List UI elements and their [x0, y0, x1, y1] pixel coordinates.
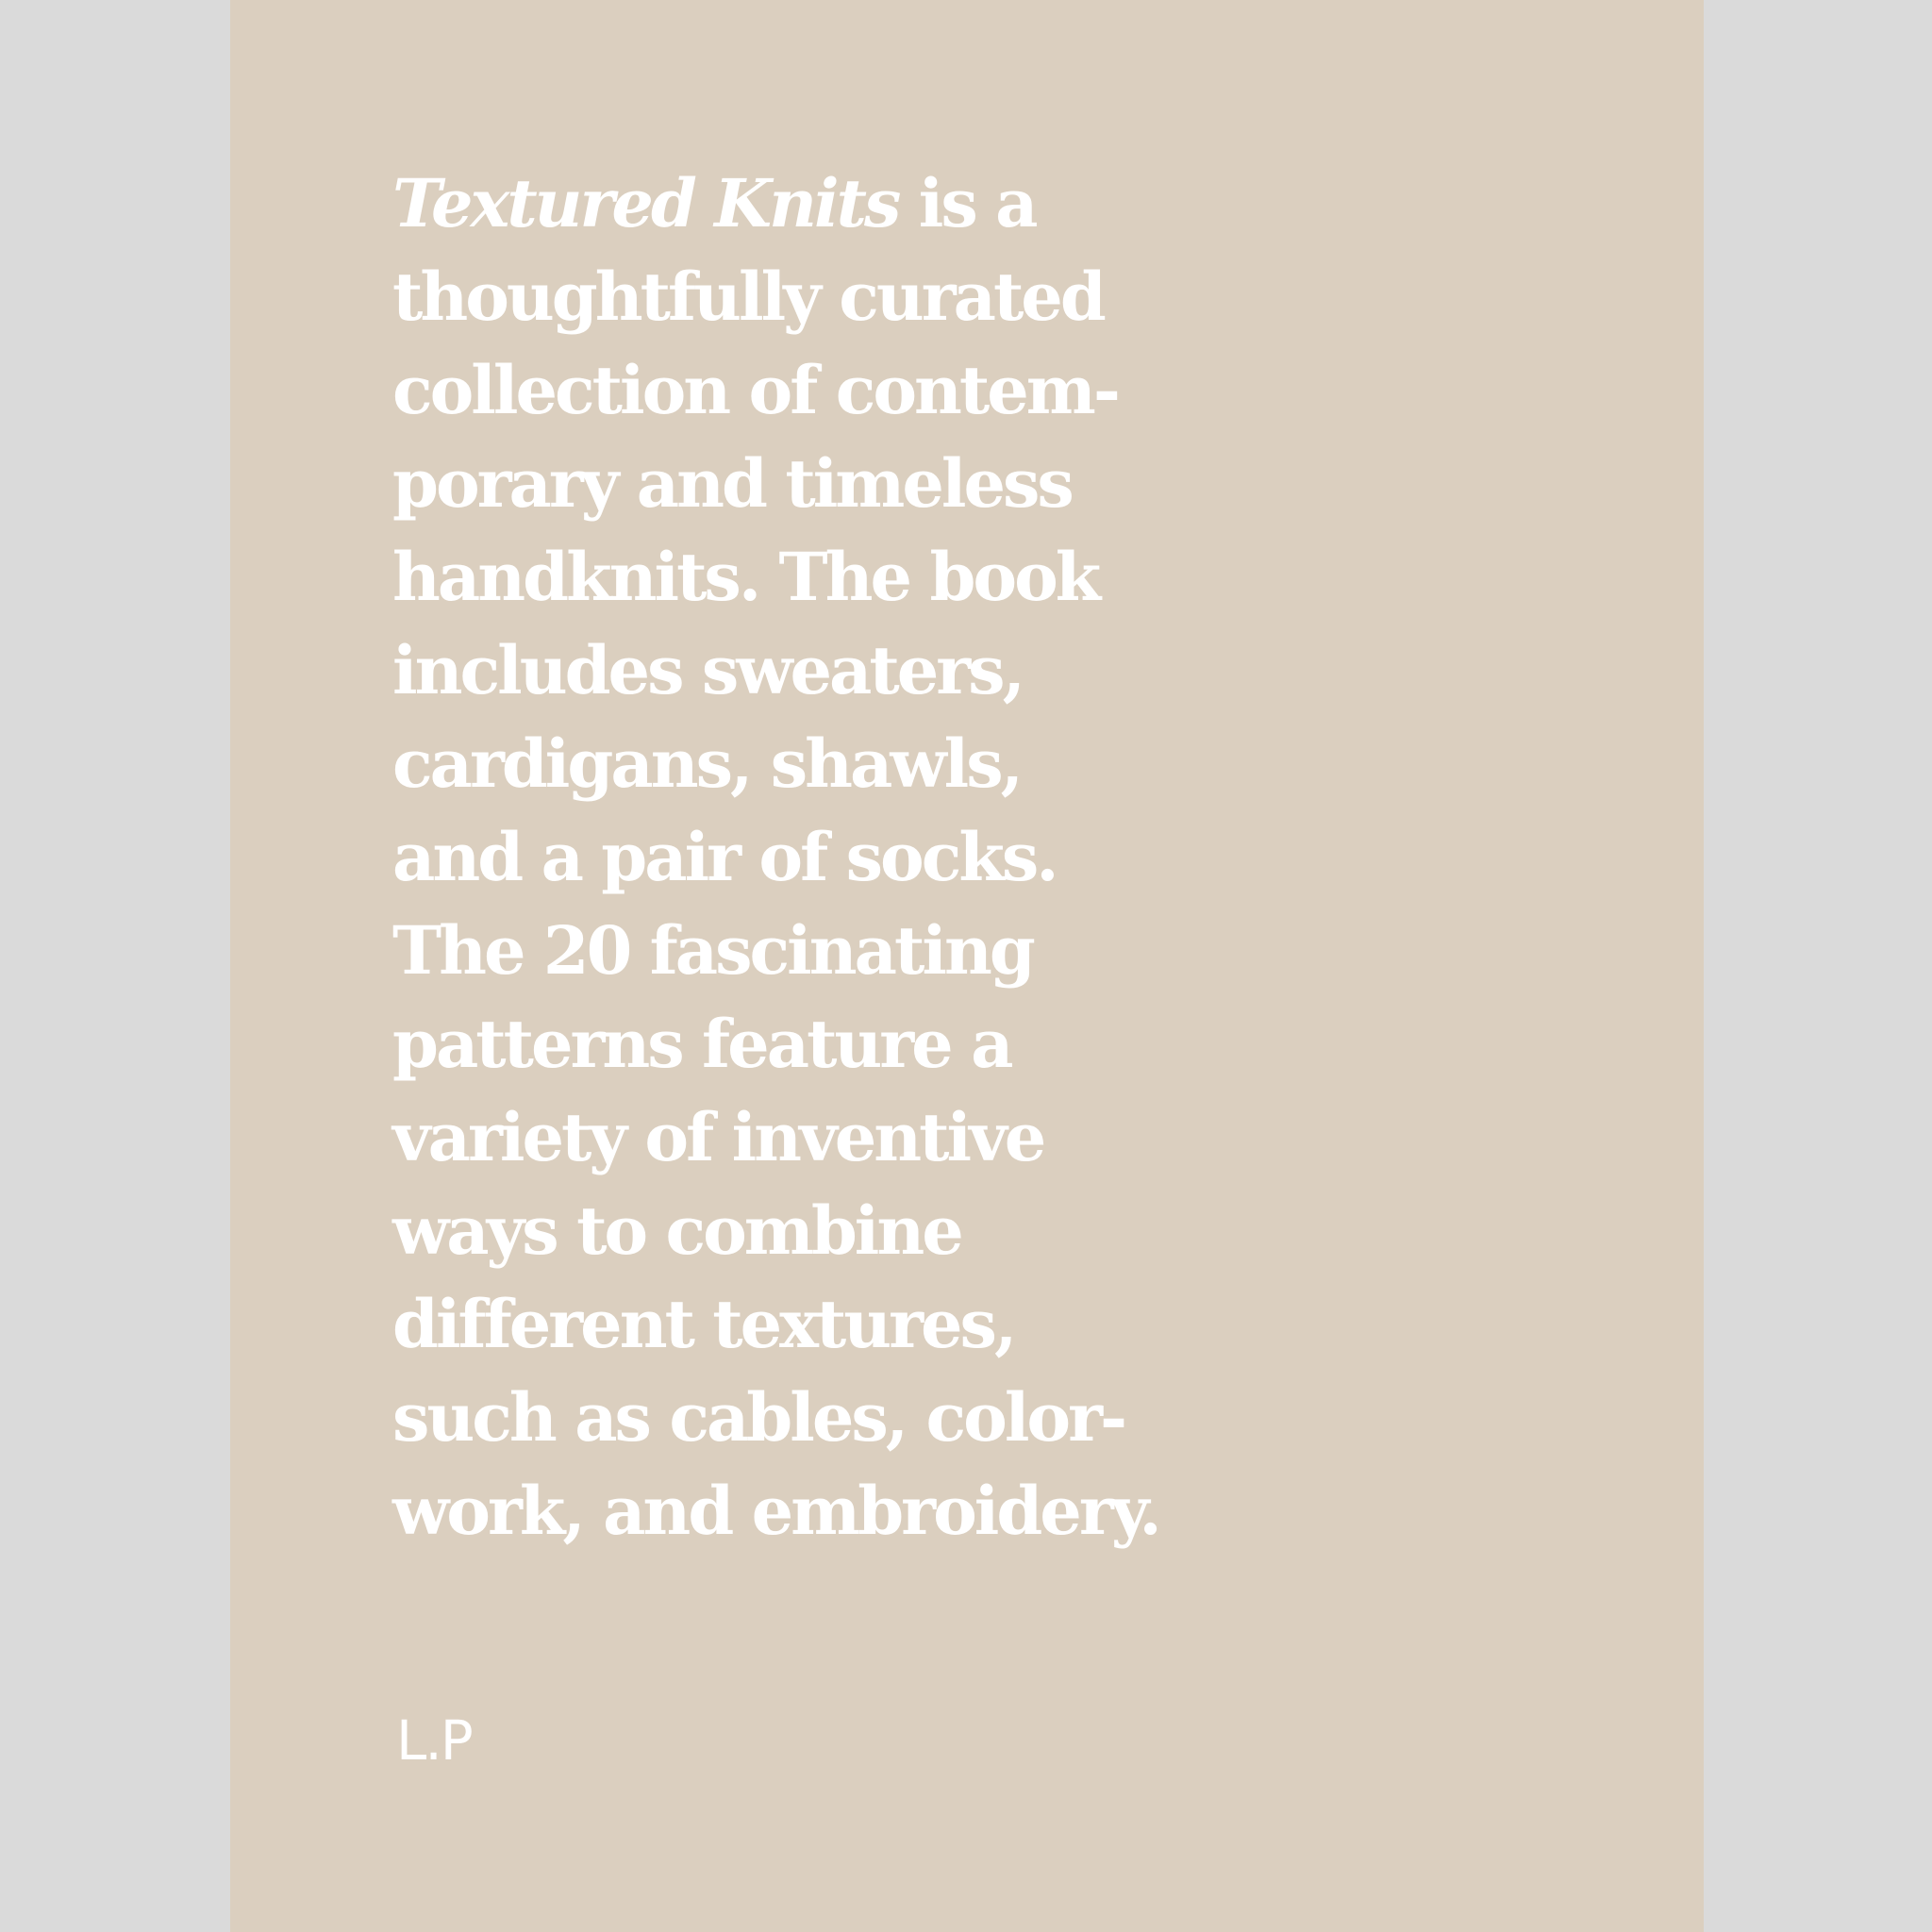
blurb-line-1 — [392, 157, 1241, 250]
blurb-line-9: The 20 fascinating — [392, 911, 1033, 990]
blurb-line-5: handknits. The book — [392, 538, 1099, 616]
blurb-line-13: different textures, — [392, 1285, 1015, 1363]
book-title: Textured Knits — [392, 164, 899, 242]
blurb-line-6: includes sweaters, — [392, 631, 1023, 709]
publisher-logo: L.P — [396, 1708, 472, 1773]
blurb-line-3: collection of contem- — [392, 351, 1118, 429]
blurb-line-1-rest: is a — [898, 164, 1036, 242]
blurb-line-2: thoughtfully curated — [392, 258, 1104, 336]
blurb-line-12: ways to combine — [392, 1191, 961, 1270]
cover-blurb — [392, 157, 1241, 1557]
blurb-line-7: cardigans, shawls, — [392, 724, 1022, 803]
blurb-line-15: work, and embroidery. — [392, 1472, 1159, 1550]
blurb-line-11: variety of inventive — [392, 1098, 1044, 1176]
blurb-line-8: and a pair of socks. — [392, 818, 1057, 896]
blurb-line-10: patterns feature a — [392, 1005, 1011, 1083]
blurb-line-4: porary and timeless — [392, 444, 1072, 523]
blurb-line-14: such as cables, color- — [392, 1378, 1125, 1457]
